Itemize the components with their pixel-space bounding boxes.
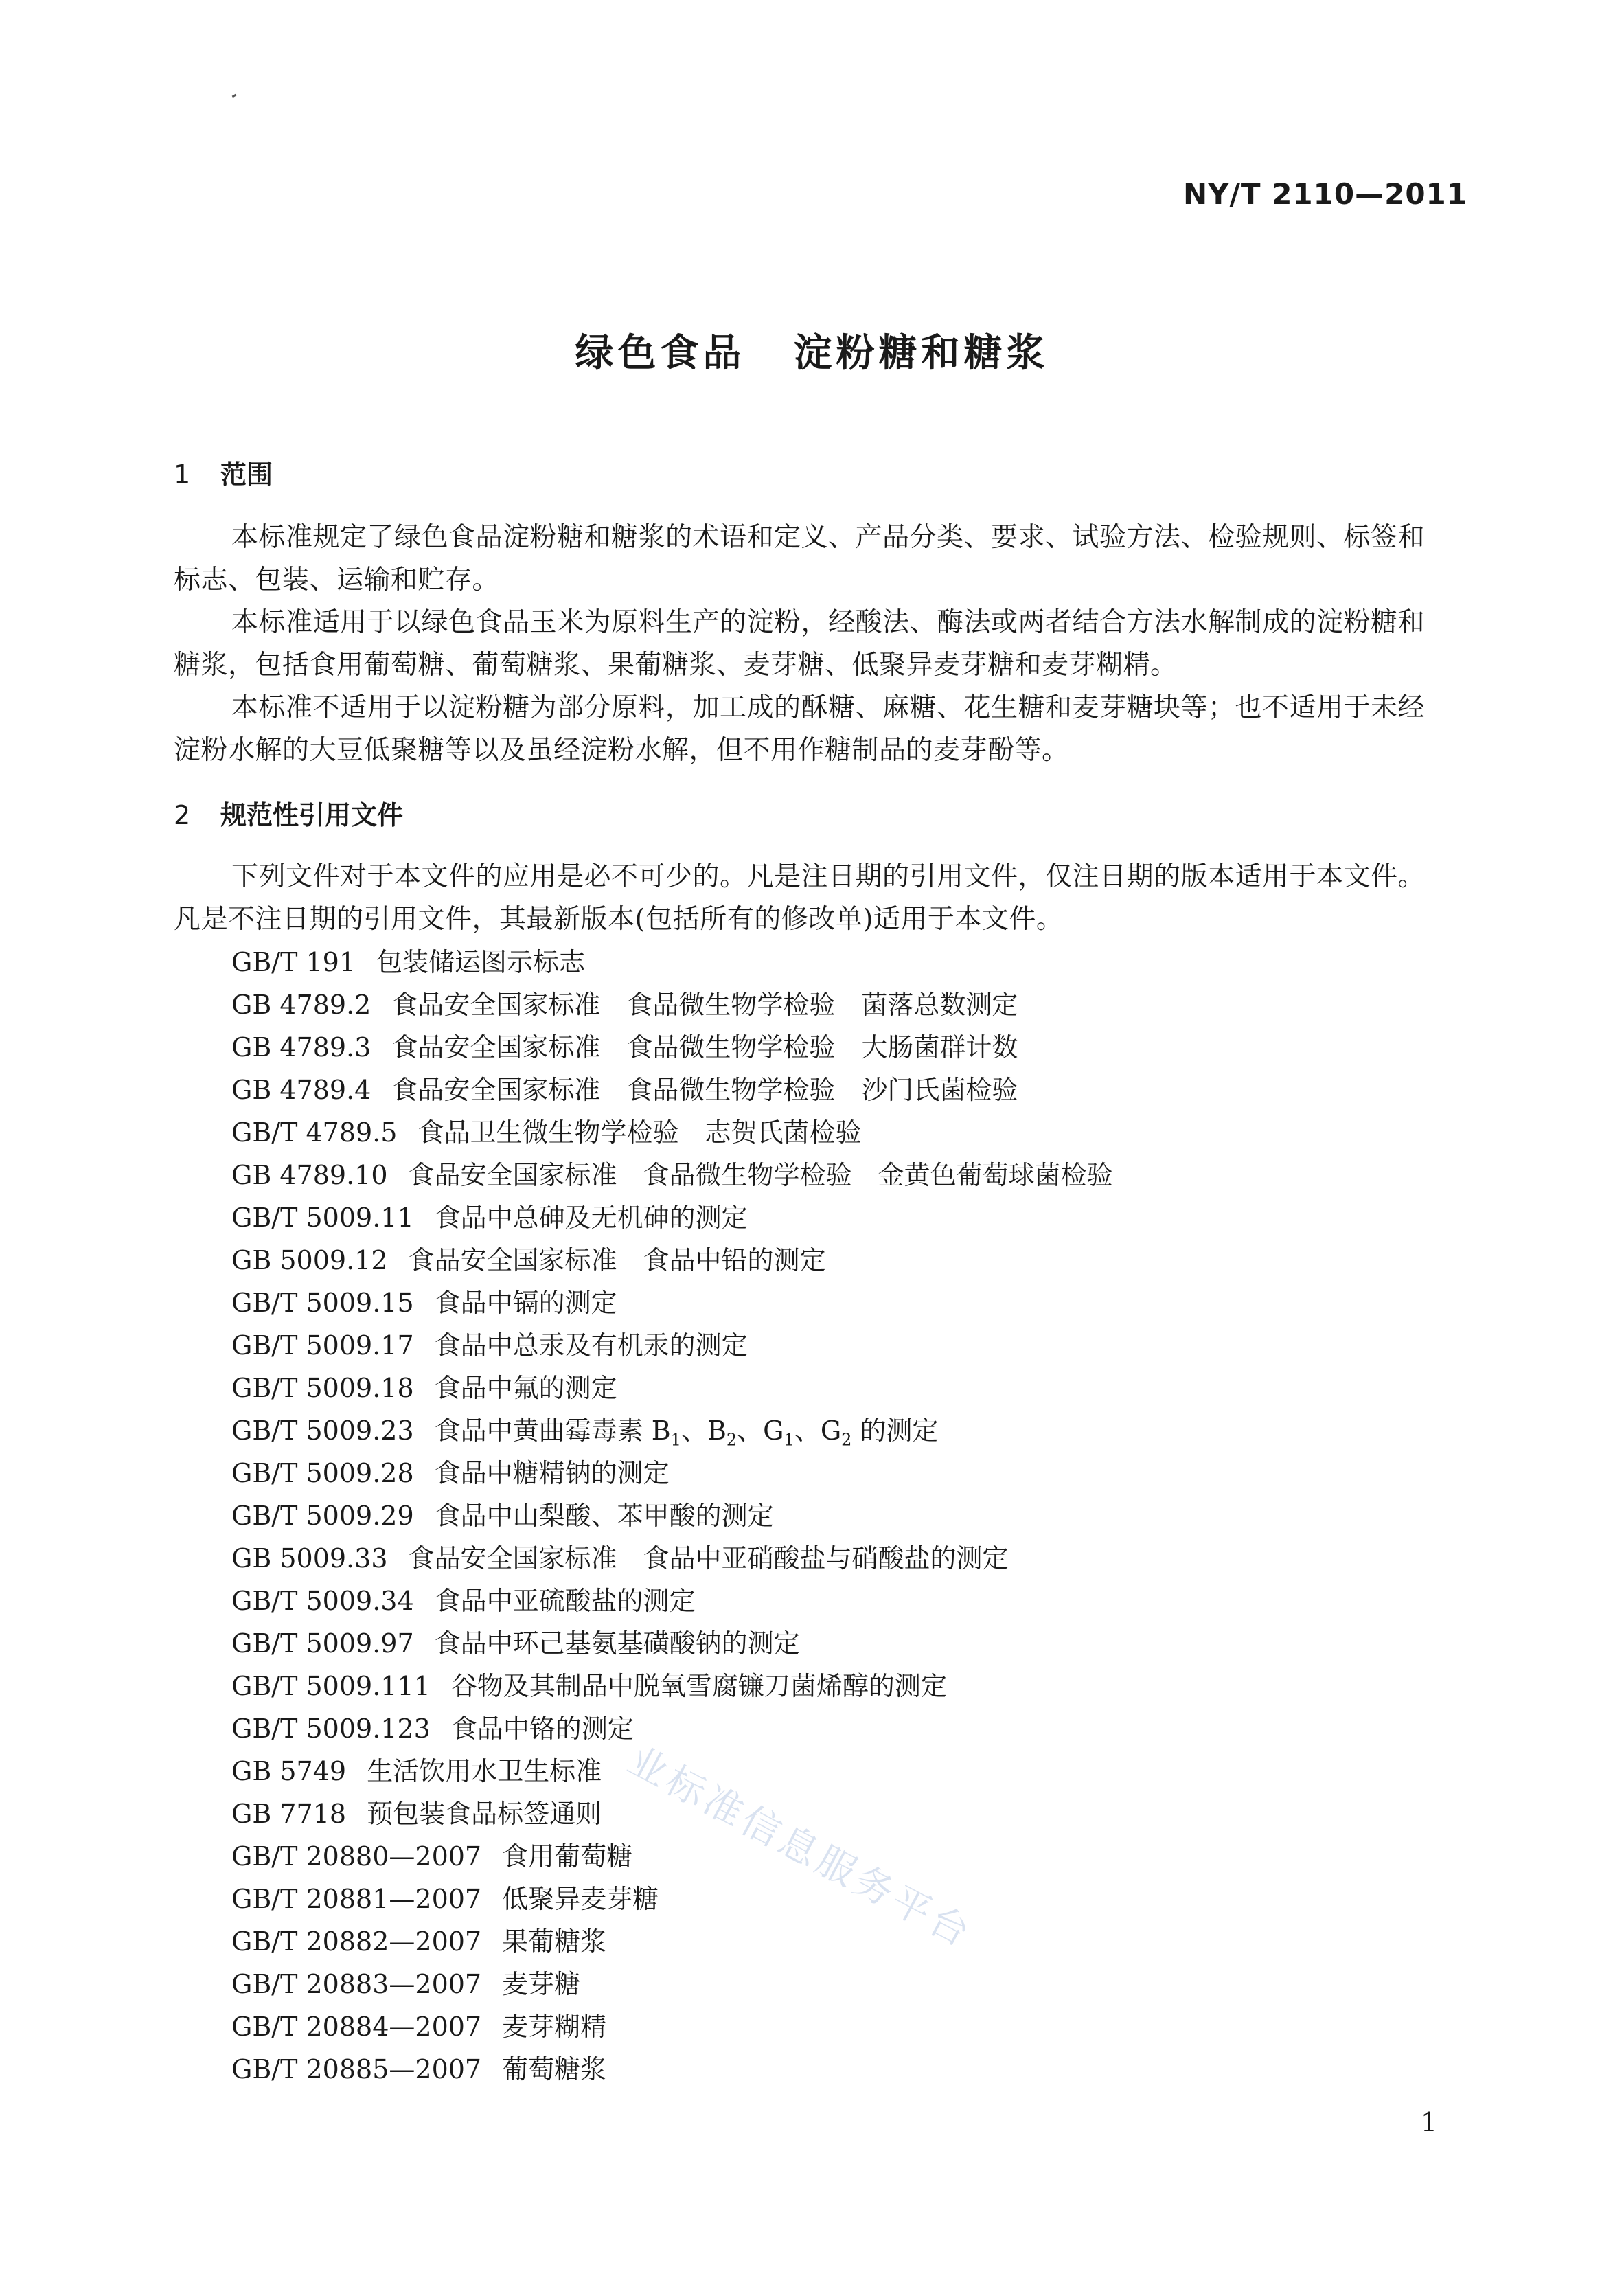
reference-item bbox=[231, 1537, 1113, 1580]
reference-title: 食品中总汞及有机汞的测定 bbox=[434, 1330, 748, 1361]
reference-title: 麦芽糖 bbox=[502, 1969, 581, 1999]
reference-code: GB 4789.4 bbox=[231, 1075, 371, 1105]
reference-title: 食品中氟的测定 bbox=[434, 1373, 617, 1403]
reference-item bbox=[231, 1665, 1113, 1707]
reference-code: GB/T 20881—2007 bbox=[231, 1884, 482, 1914]
reference-title: 低聚异麦芽糖 bbox=[502, 1884, 659, 1914]
reference-item bbox=[231, 983, 1113, 1026]
section-1-heading bbox=[174, 453, 273, 491]
reference-title: 食品中山梨酸、苯甲酸的测定 bbox=[434, 1501, 774, 1531]
reference-title: 麦芽糊精 bbox=[502, 2012, 607, 2042]
reference-code: GB/T 4789.5 bbox=[231, 1117, 398, 1148]
reference-code: GB 5749 bbox=[231, 1756, 347, 1786]
section-2-number: 2 bbox=[174, 800, 191, 830]
reference-title: 食品中环己基氨基磺酸钠的测定 bbox=[434, 1628, 800, 1659]
reference-code: GB/T 5009.111 bbox=[231, 1671, 431, 1701]
reference-title: 生活饮用水卫生标准 bbox=[367, 1756, 602, 1786]
section-1-paragraph-3: 本标准不适用于以淀粉糖为部分原料，加工成的酥糖、麻糖、花生糖和麦芽糖块等；也不适用于未经淀粉水解的大豆低聚糖等以及虽经淀粉水解，但不用作糖制品的麦芽酚等。 bbox=[174, 692, 1426, 766]
reference-title: 食品安全国家标准 食品微生物学检验 大肠菌群计数 bbox=[391, 1032, 1018, 1062]
reference-title: 包装储运图示标志 bbox=[376, 947, 586, 977]
reference-item bbox=[231, 1196, 1113, 1239]
reference-code: GB 5009.12 bbox=[231, 1245, 388, 1275]
reference-item bbox=[231, 2048, 1113, 2091]
reference-code: GB/T 5009.11 bbox=[231, 1203, 414, 1233]
section-1-number: 1 bbox=[174, 459, 191, 490]
reference-code: GB/T 20882—2007 bbox=[231, 1926, 482, 1957]
reference-title: 食品中糖精钠的测定 bbox=[434, 1458, 670, 1488]
reference-title: 食品中黄曲霉毒素 $B_1$、$B_2$、$G_1$、$G_2$ 的测定 bbox=[434, 1415, 939, 1450]
reference-code: GB/T 5009.17 bbox=[231, 1330, 414, 1361]
reference-code: GB 4789.10 bbox=[231, 1160, 388, 1190]
reference-code: GB/T 5009.23 bbox=[231, 1415, 414, 1446]
reference-code: GB/T 5009.15 bbox=[231, 1288, 414, 1318]
standard-code: NY/T 2110—2011 bbox=[1183, 177, 1467, 211]
reference-code: GB/T 20884—2007 bbox=[231, 2012, 482, 2042]
section-2-heading bbox=[174, 794, 403, 832]
reference-title: 食品中镉的测定 bbox=[434, 1288, 617, 1318]
reference-item bbox=[231, 1069, 1113, 1111]
reference-item bbox=[231, 1452, 1113, 1494]
reference-title: 食品中总砷及无机砷的测定 bbox=[434, 1203, 748, 1233]
section-1-paragraph-1: 本标准规定了绿色食品淀粉糖和糖浆的术语和定义、产品分类、要求、试验方法、检验规则、标签和标志、包装、运输和贮存。 bbox=[174, 522, 1426, 595]
section-2-intro: 下列文件对于本文件的应用是必不可少的。凡是注日期的引用文件，仅注日期的版本适用于本文件。凡是不注日期的引用文件，其最新版本(包括所有的修改单)适用于本文件。 bbox=[174, 861, 1426, 935]
reference-title: 食品安全国家标准 食品中亚硝酸盐与硝酸盐的测定 bbox=[408, 1543, 1009, 1573]
reference-title: 食品安全国家标准 食品中铅的测定 bbox=[408, 1245, 826, 1275]
reference-list bbox=[231, 941, 1113, 2091]
reference-code: GB/T 5009.29 bbox=[231, 1501, 414, 1531]
title-part-1: 绿色食品 bbox=[575, 331, 746, 376]
reference-item bbox=[231, 2005, 1113, 2048]
reference-title: 果葡糖浆 bbox=[502, 1926, 607, 1957]
title-part-2: 淀粉糖和糖浆 bbox=[793, 331, 1049, 376]
reference-title: 食品中铬的测定 bbox=[450, 1714, 634, 1744]
page-number: 1 bbox=[1420, 2107, 1437, 2137]
reference-code: GB/T 20883—2007 bbox=[231, 1969, 482, 1999]
reference-item bbox=[231, 1026, 1113, 1069]
reference-code: GB 4789.3 bbox=[231, 1032, 371, 1062]
reference-item bbox=[231, 1920, 1113, 1963]
reference-item bbox=[231, 1154, 1113, 1196]
reference-item bbox=[231, 1409, 1113, 1452]
reference-item bbox=[231, 1580, 1113, 1622]
reference-title: 食用葡萄糖 bbox=[502, 1841, 633, 1871]
reference-code: GB/T 20885—2007 bbox=[231, 2054, 482, 2084]
reference-code: GB 5009.33 bbox=[231, 1543, 388, 1573]
reference-item bbox=[231, 1324, 1113, 1367]
reference-title: 食品安全国家标准 食品微生物学检验 沙门氏菌检验 bbox=[391, 1075, 1018, 1105]
reference-item bbox=[231, 1239, 1113, 1282]
reference-title: 预包装食品标签通则 bbox=[367, 1799, 602, 1829]
reference-item bbox=[231, 1494, 1113, 1537]
reference-item bbox=[231, 1282, 1113, 1324]
reference-code: GB/T 5009.18 bbox=[231, 1373, 414, 1403]
reference-item bbox=[231, 1707, 1113, 1750]
reference-item bbox=[231, 1835, 1113, 1878]
reference-code: GB 4789.2 bbox=[231, 990, 371, 1020]
reference-code: GB/T 5009.34 bbox=[231, 1586, 414, 1616]
reference-code: GB/T 5009.97 bbox=[231, 1628, 414, 1659]
reference-item bbox=[231, 1367, 1113, 1409]
reference-title: 食品中亚硫酸盐的测定 bbox=[434, 1586, 696, 1616]
reference-item bbox=[231, 941, 1113, 983]
reference-title: 葡萄糖浆 bbox=[502, 2054, 607, 2084]
reference-code: GB/T 5009.28 bbox=[231, 1458, 414, 1488]
watermark: 业标准信息服务平台 bbox=[620, 1738, 981, 1957]
section-2-title: 规范性引用文件 bbox=[220, 800, 404, 830]
reference-code: GB 7718 bbox=[231, 1799, 347, 1829]
reference-code: GB/T 191 bbox=[231, 947, 356, 977]
reference-title: 食品卫生微生物学检验 志贺氏菌检验 bbox=[418, 1117, 862, 1148]
section-1-title: 范围 bbox=[220, 459, 273, 490]
scan-speck bbox=[232, 94, 237, 98]
reference-item bbox=[231, 1963, 1113, 2005]
reference-title: 食品安全国家标准 食品微生物学检验 菌落总数测定 bbox=[391, 990, 1018, 1020]
reference-title: 食品安全国家标准 食品微生物学检验 金黄色葡萄球菌检验 bbox=[408, 1160, 1113, 1190]
reference-title: 谷物及其制品中脱氧雪腐镰刀菌烯醇的测定 bbox=[450, 1671, 947, 1701]
section-1-paragraph-2: 本标准适用于以绿色食品玉米为原料生产的淀粉，经酸法、酶法或两者结合方法水解制成的淀粉糖和糖浆，包括食用葡萄糖、葡萄糖浆、果葡糖浆、麦芽糖、低聚异麦芽糖和麦芽糊精。 bbox=[174, 607, 1426, 681]
reference-code: GB/T 5009.123 bbox=[231, 1714, 431, 1744]
reference-item bbox=[231, 1622, 1113, 1665]
document-title bbox=[0, 323, 1624, 378]
reference-code: GB/T 20880—2007 bbox=[231, 1841, 482, 1871]
reference-item bbox=[231, 1111, 1113, 1154]
